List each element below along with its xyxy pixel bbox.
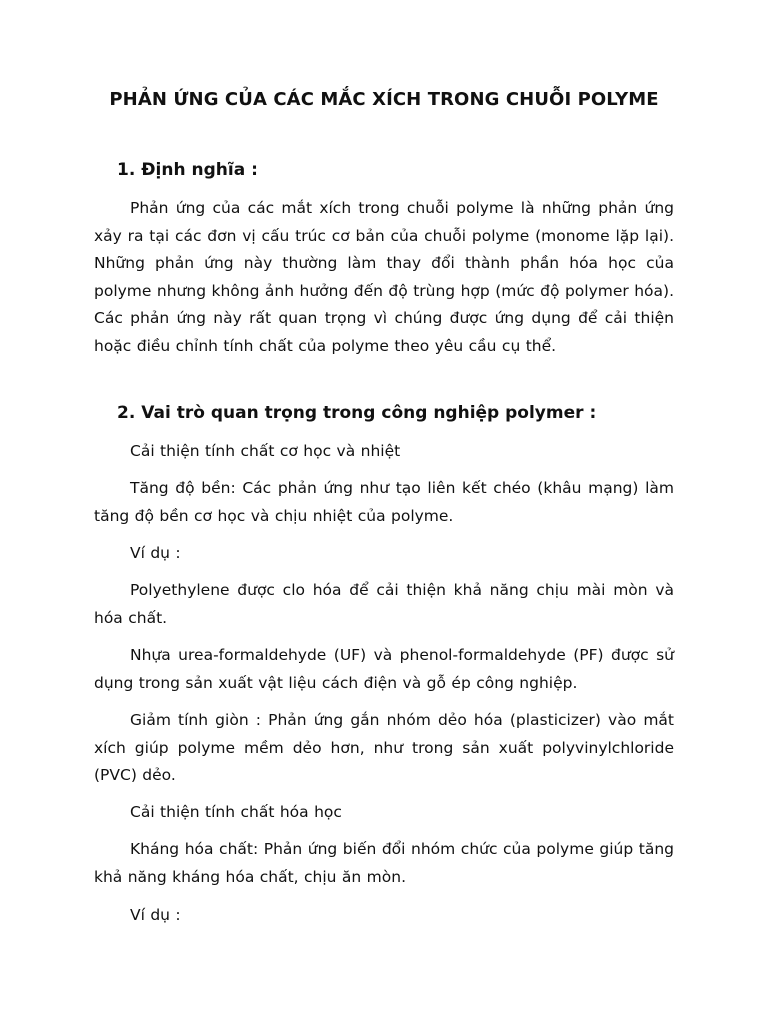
section-heading-text: Định nghĩa : [141,160,258,180]
paragraph-subheading-mechanical: Cải thiện tính chất cơ học và nhiệt [130,442,401,460]
paragraph-chemical-resistance: Kháng hóa chất: Phản ứng biến đổi nhóm chức của polyme giúp tăng khả năng kháng hóa chất, chịu ăn mòn. [94,840,674,886]
section-heading-role [117,402,596,424]
section-number: 1. [117,160,136,180]
section-heading-definition [117,159,258,181]
section-heading-text: Vai trò quan trọng trong công nghiệp polymer : [141,403,597,423]
paragraph-polyethylene: Polyethylene được clo hóa để cải thiện khả năng chịu mài mòn và hóa chất. [94,581,674,627]
document-title: PHẢN ỨNG CỦA CÁC MẮC XÍCH TRONG CHUỖI POLYME [109,89,659,110]
section-number: 2. [117,403,136,423]
paragraph-durability: Tăng độ bền: Các phản ứng như tạo liên kết chéo (khâu mạng) làm tăng độ bền cơ học và chịu nhiệt của polyme. [94,479,674,525]
paragraph-example-label-2: Ví dụ : [130,906,181,924]
paragraph-subheading-chemical: Cải thiện tính chất hóa học [130,803,342,821]
paragraph-example-label: Ví dụ : [130,544,181,562]
paragraph-definition: Phản ứng của các mắt xích trong chuỗi polyme là những phản ứng xảy ra tại các đơn vị cấu trúc cơ bản của chuỗi polyme (monome lặp lại). Những phản ứng này thường làm thay đổi thành phần hóa học của polyme nhưng không ảnh hưởng đến độ trùng hợp (mức độ polymer hóa). Các phản ứng này rất quan trọng vì chúng được ứng dụng để cải thiện hoặc điều chỉnh tính chất của polyme theo yêu cầu cụ thể. [94,199,674,355]
paragraph-brittleness: Giảm tính giòn : Phản ứng gắn nhóm dẻo hóa (plasticizer) vào mắt xích giúp polyme mềm dẻo hơn, như trong sản xuất polyvinylchloride (PVC) dẻo. [94,711,674,784]
paragraph-resins: Nhựa urea-formaldehyde (UF) và phenol-formaldehyde (PF) được sử dụng trong sản xuất vật liệu cách điện và gỗ ép công nghiệp. [94,646,674,692]
